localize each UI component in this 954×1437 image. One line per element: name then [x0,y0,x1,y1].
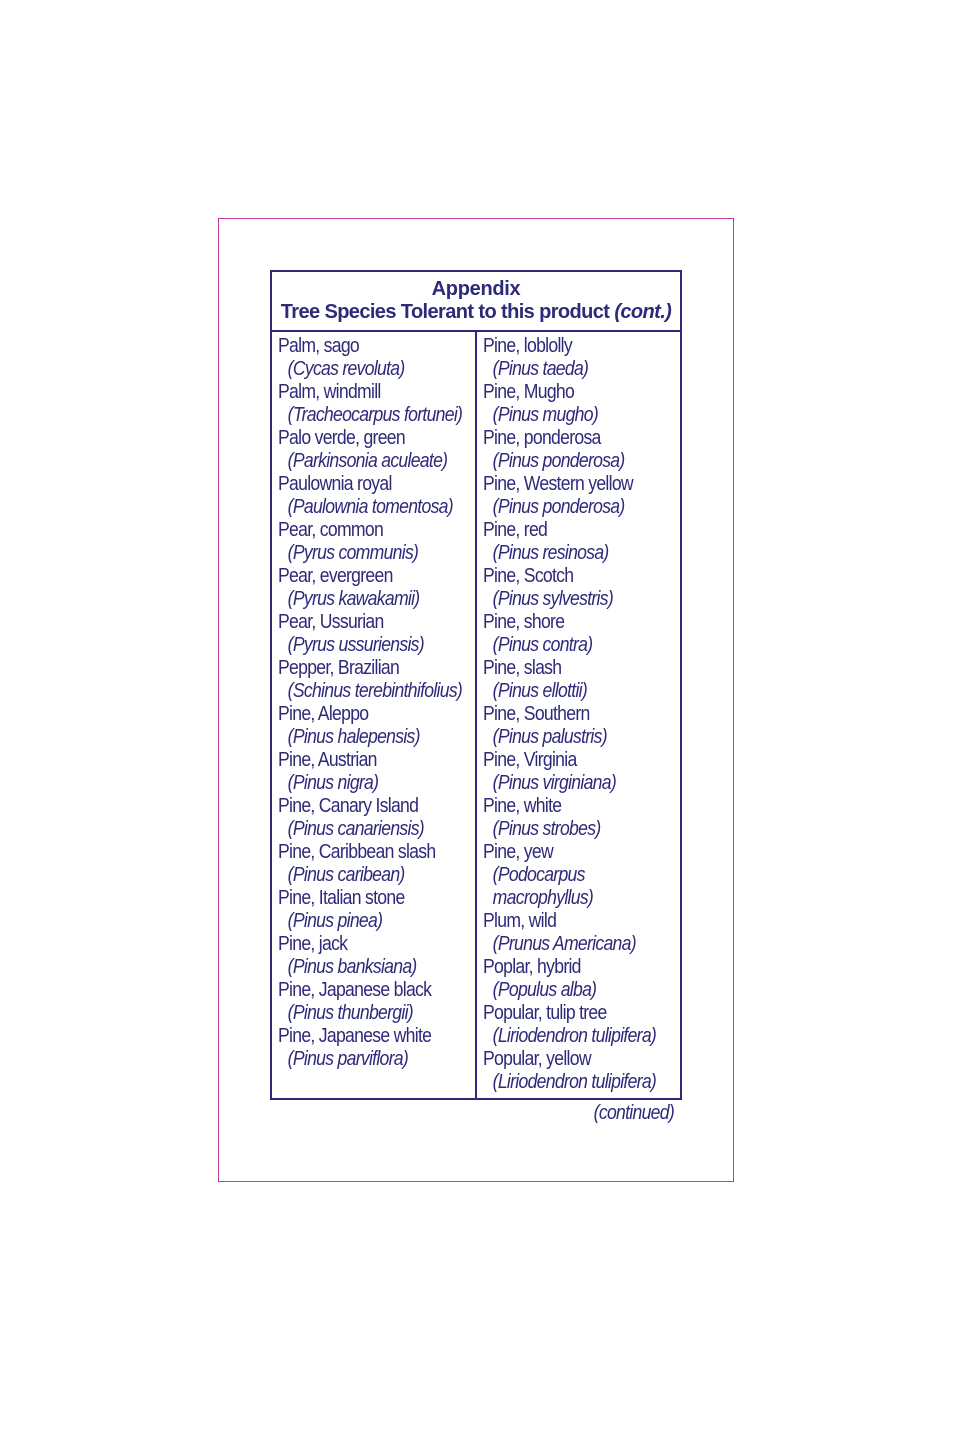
species-scientific-name: (Pyrus communis) [287,542,419,564]
species-common-name: Pine, ponderosa [483,427,601,449]
left-column [272,330,477,1098]
table-header [272,272,680,332]
species-common-name: Pine, Japanese black [278,979,432,1001]
species-scientific-name: (Pinus nigra) [287,772,379,794]
species-scientific-name: (Pinus halepensis) [287,726,420,748]
species-scientific-name: (Pinus mugho) [492,404,598,426]
species-common-name: Pine, Canary Island [278,795,419,817]
species-common-name: Pine, Mugho [483,381,575,403]
species-table [270,270,682,1100]
species-scientific-name: (Pinus parviflora) [287,1048,409,1070]
species-scientific-name: (Pinus taeda) [492,358,589,380]
species-scientific-name: (Pinus resinosa) [492,542,609,564]
species-scientific-name: (Parkinsonia aculeate) [287,450,448,472]
species-scientific-name: (Cycas revoluta) [287,358,405,380]
species-scientific-name: (Pinus sylvestris) [492,588,614,610]
species-scientific-name: (Paulownia tomentosa) [287,496,453,518]
subtitle-cont: (cont.) [614,301,672,323]
species-scientific-name: (Prunus Americana) [492,933,636,955]
species-common-name: Pine, white [483,795,562,817]
species-scientific-name: (Pinus contra) [492,634,593,656]
species-scientific-name: (Pinus virginiana) [492,772,616,794]
table-subtitle [272,301,680,324]
species-scientific-name: (Pinus pinea) [287,910,383,932]
species-scientific-name: (Pinus ponderosa) [492,450,625,472]
right-column [477,330,680,1098]
species-scientific-name: (Podocarpus [492,864,585,886]
species-common-name: Pine, Southern [483,703,590,725]
table-columns [272,330,680,1098]
species-scientific-name: (Tracheocarpus fortunei) [287,404,463,426]
appendix-title: Appendix [431,278,521,300]
continued-note: (continued) [593,1102,674,1124]
species-common-name: Pear, evergreen [278,565,393,587]
species-common-name: Pine, Virginia [483,749,577,771]
species-common-name: Popular, yellow [483,1048,591,1070]
species-scientific-name: (Pyrus kawakamii) [287,588,420,610]
species-scientific-name: (Pyrus ussuriensis) [287,634,424,656]
species-common-name: Pine, Japanese white [278,1025,432,1047]
species-common-name: Pine, slash [483,657,562,679]
species-scientific-name: (Pinus thunbergii) [287,1002,413,1024]
species-scientific-name: (Pinus ponderosa) [492,496,625,518]
species-common-name: Pepper, Brazilian [278,657,400,679]
species-scientific-name: (Pinus strobes) [492,818,601,840]
species-common-name: Pine, Austrian [278,749,377,771]
species-scientific-name: (Pinus palustris) [492,726,607,748]
species-common-name: Popular, tulip tree [483,1002,607,1024]
species-common-name: Pine, Western yellow [483,473,633,495]
species-scientific-name: (Pinus banksiana) [287,956,417,978]
species-common-name: Palm, windmill [278,381,381,403]
species-common-name: Pear, common [278,519,384,541]
species-common-name: Pine, Scotch [483,565,574,587]
species-common-name: Pear, Ussurian [278,611,384,633]
species-common-name: Palm, sago [278,335,360,357]
subtitle-text: Tree Species Tolerant to this product [280,301,610,323]
species-common-name: Pine, loblolly [483,335,572,357]
species-common-name: Pine, Italian stone [278,887,405,909]
species-common-name: Poplar, hybrid [483,956,581,978]
species-scientific-name: (Liriodendron tulipifera) [492,1025,657,1047]
species-scientific-name: (Populus alba) [492,979,597,1001]
species-scientific-name: (Pinus caribean) [287,864,405,886]
species-common-name: Paulownia royal [278,473,392,495]
species-common-name: Plum, wild [483,910,557,932]
species-scientific-name: macrophyllus) [492,887,594,909]
species-common-name: Pine, Aleppo [278,703,369,725]
species-common-name: Pine, jack [278,933,348,955]
species-common-name: Pine, Caribbean slash [278,841,436,863]
species-scientific-name: (Schinus terebinthifolius) [287,680,463,702]
species-scientific-name: (Pinus ellottii) [492,680,588,702]
species-scientific-name: (Pinus canariensis) [287,818,424,840]
species-common-name: Pine, red [483,519,548,541]
species-common-name: Pine, shore [483,611,565,633]
species-common-name: Palo verde, green [278,427,405,449]
species-scientific-name: (Liriodendron tulipifera) [492,1071,657,1093]
species-common-name: Pine, yew [483,841,553,863]
